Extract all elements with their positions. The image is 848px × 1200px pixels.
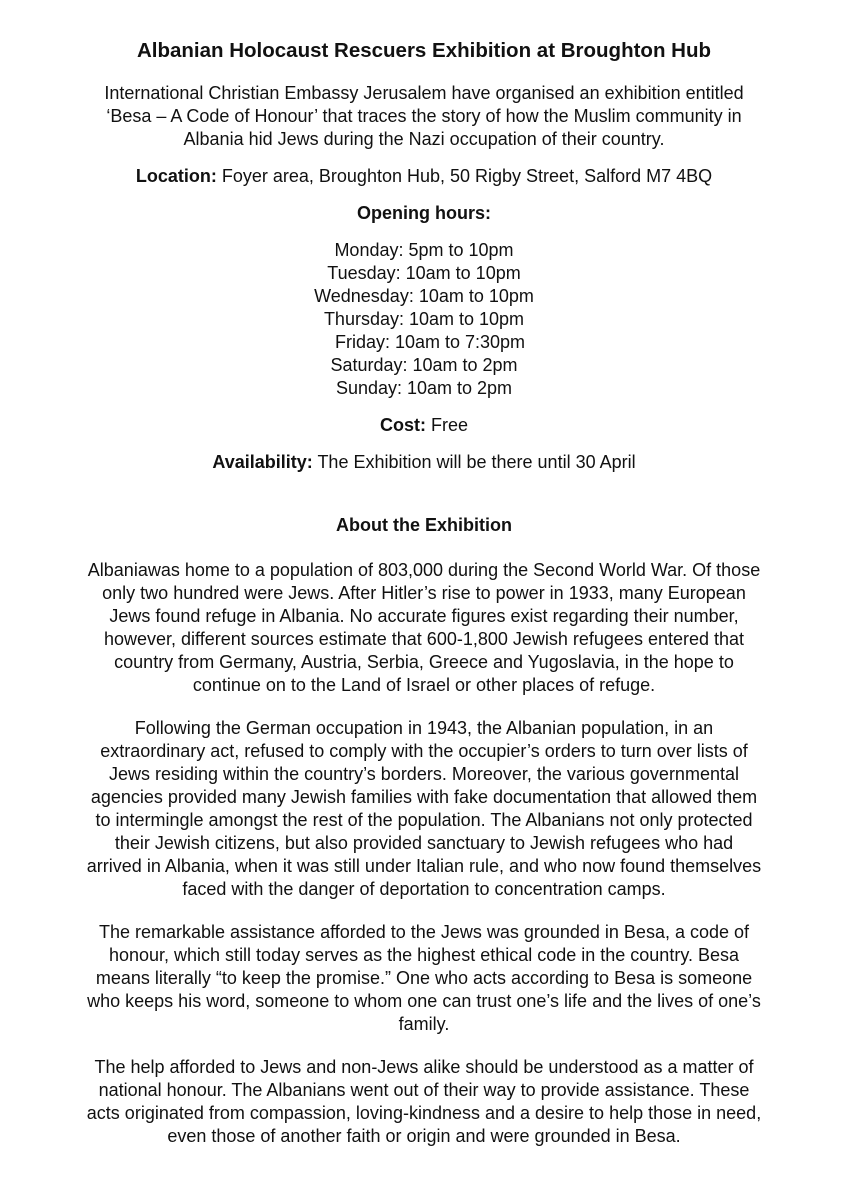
paragraph-line: Jews found refuge in Albania. No accurate figures exist regarding their number, [109, 606, 739, 626]
intro-line: ‘Besa – A Code of Honour’ that traces the story of how the Muslim community in [106, 106, 742, 126]
opening-hours-heading: Opening hours: [357, 203, 491, 223]
opening-hours-item: Friday: 10am to 7:30pm [334, 332, 526, 352]
location-value: Foyer area, Broughton Hub, 50 Rigby Street, Salford M7 4BQ [221, 166, 713, 186]
opening-hours-item: Saturday: 10am to 2pm [330, 355, 518, 375]
opening-hours-item: Wednesday: 10am to 10pm [314, 286, 534, 306]
paragraph-line: faced with the danger of deportation to concentration camps. [182, 879, 666, 899]
paragraph-line: who keeps his word, someone to whom one can trust one’s life and the lives of one’s [87, 991, 761, 1011]
opening-hours-item: Thursday: 10am to 10pm [323, 309, 525, 329]
availability-value: The Exhibition will be there until 30 April [317, 452, 636, 472]
availability-label: Availability: [212, 452, 313, 472]
paragraph-line: even those of another faith or origin and were grounded in Besa. [167, 1126, 681, 1146]
availability-line [40, 451, 808, 474]
paragraph-line: arrived in Albania, when it was still under Italian rule, and who now found themselves [86, 856, 762, 876]
paragraph-line: country from Germany, Austria, Serbia, Greece and Yugoslavia, in the hope to [114, 652, 734, 672]
intro-line: Albania hid Jews during the Nazi occupation of their country. [183, 129, 665, 149]
location-line [40, 165, 808, 188]
paragraph-line: extraordinary act, refused to comply with the occupier’s orders to turn over lists of [100, 741, 748, 761]
paragraph-line: acts originated from compassion, loving-kindness and a desire to help those in need, [86, 1103, 762, 1123]
cost-value: Free [431, 415, 469, 435]
paragraph-line: national honour. The Albanians went out of their way to provide assistance. These [98, 1080, 750, 1100]
about-heading: About the Exhibition [336, 515, 512, 535]
paragraph-line: their Jewish citizens, but also provided sanctuary to Jewish refugees who had [114, 833, 734, 853]
about-paragraph [40, 1056, 808, 1148]
cost-line [40, 414, 808, 437]
opening-hours-item: Monday: 5pm to 10pm [334, 240, 514, 260]
paragraph-line: Following the German occupation in 1943, the Albanian population, in an [134, 718, 714, 738]
paragraph-line: family. [398, 1014, 450, 1034]
paragraph-line: to intermingle amongst the rest of the population. The Albanians not only protected [95, 810, 753, 830]
opening-hours-item: Sunday: 10am to 2pm [335, 378, 513, 398]
paragraph-line: honour, which still today serves as the highest ethical code in the country. Besa [108, 945, 740, 965]
paragraph-line: The remarkable assistance afforded to the Jews was grounded in Besa, a code of [98, 922, 750, 942]
opening-hours-item: Tuesday: 10am to 10pm [327, 263, 521, 283]
location-label: Location: [135, 166, 217, 186]
about-paragraph [40, 921, 808, 1036]
paragraph-line: only two hundred were Jews. After Hitler’s rise to power in 1933, many European [102, 583, 746, 603]
paragraph-line: however, different sources estimate that 600-1,800 Jewish refugees entered that [103, 629, 745, 649]
cost-label: Cost: [379, 415, 426, 435]
paragraph-line: agencies provided many Jewish families with fake documentation that allowed them [90, 787, 758, 807]
page-title: Albanian Holocaust Rescuers Exhibition at Broughton Hub [136, 39, 712, 62]
about-paragraph [40, 559, 808, 697]
paragraph-line: Jews residing within the country’s borders. Moreover, the various governmental [109, 764, 739, 784]
paragraph-line: means literally “to keep the promise.” One who acts according to Besa is someone [95, 968, 753, 988]
opening-hours-list [40, 239, 808, 400]
intro-paragraph [40, 82, 808, 151]
paragraph-line: The help afforded to Jews and non-Jews alike should be understood as a matter of [94, 1057, 754, 1077]
about-paragraph [40, 717, 808, 901]
intro-line: International Christian Embassy Jerusalem have organised an exhibition entitled [104, 83, 744, 103]
paragraph-line: Albaniawas home to a population of 803,000 during the Second World War. Of those [87, 560, 761, 580]
paragraph-line: continue on to the Land of Israel or other places of refuge. [192, 675, 656, 695]
